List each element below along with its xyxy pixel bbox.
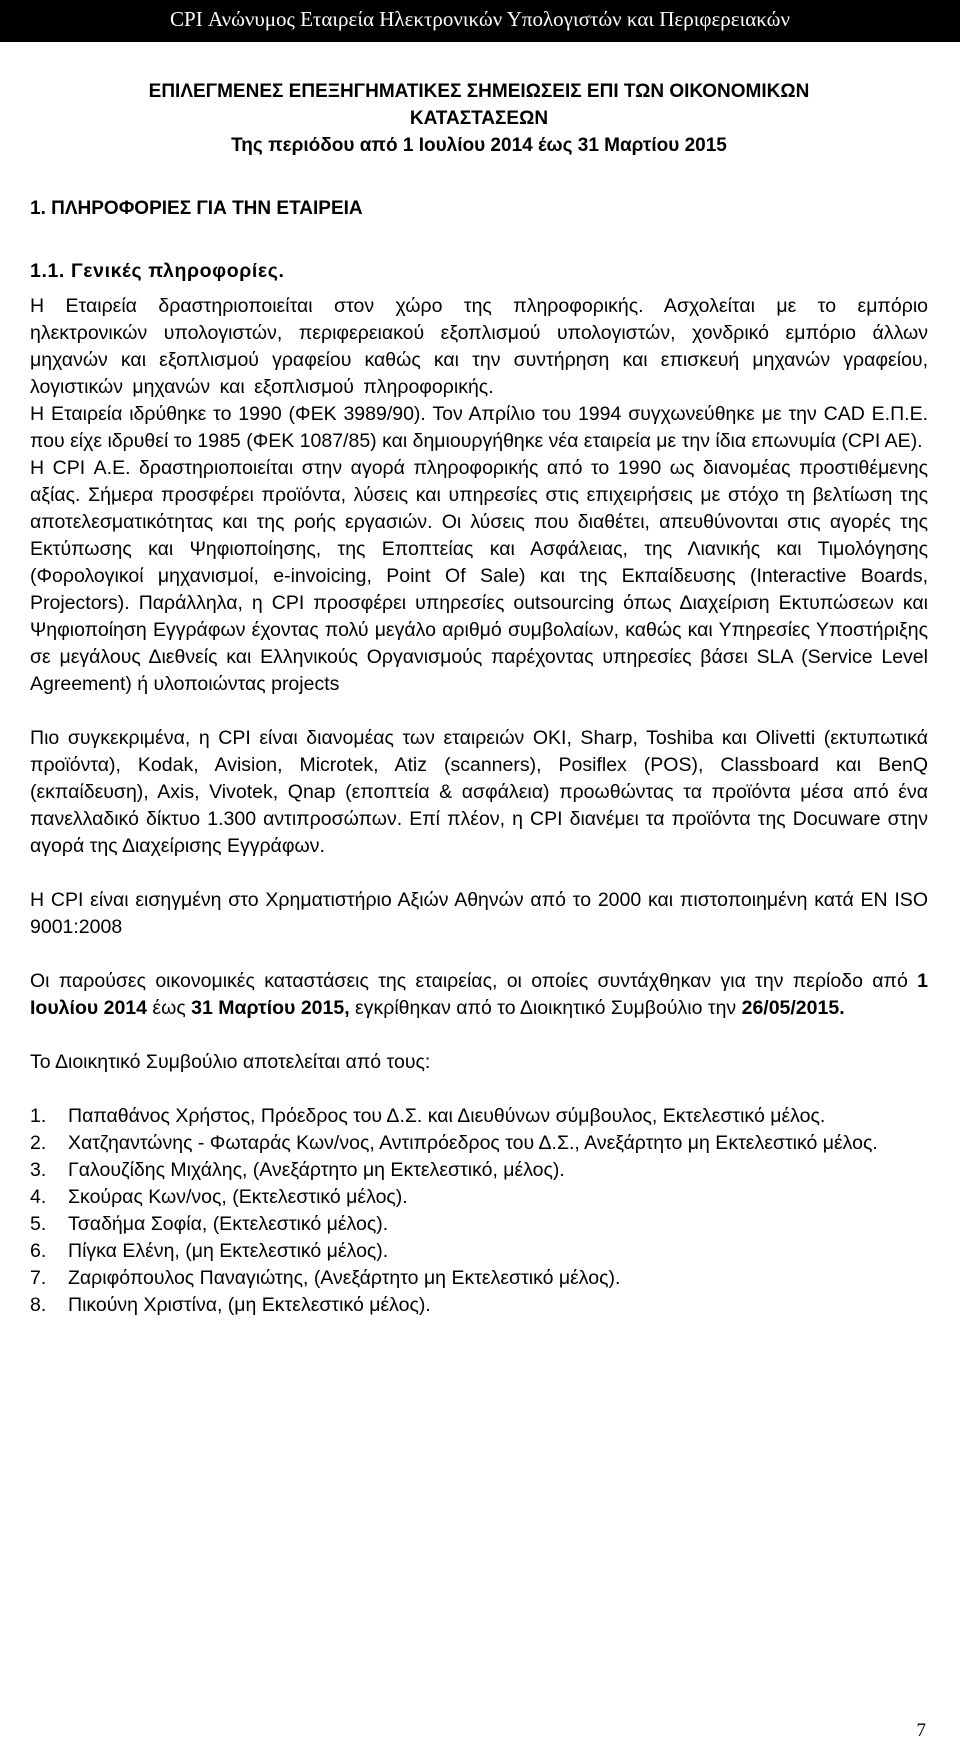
paragraph-history: Η Εταιρεία ιδρύθηκε το 1990 (ΦΕΚ 3989/90). Τον Απρίλιο του 1994 συγχωνεύθηκε με την CAD Ε.Π.Ε. που είχε ιδρυθεί το 1985 (ΦΕΚ 1087/85) και δημιουργήθηκε νέα εταιρεία με την ίδια επωνυμία (CPI AE). xyxy=(30,403,928,452)
title-period: Της περιόδου από 1 Ιουλίου 2014 έως 31 Μαρτίου 2015 xyxy=(231,135,727,156)
board-member xyxy=(30,1292,928,1319)
board-member xyxy=(30,1157,928,1184)
board-member-text: Τσαδήμα Σοφία, (Εκτελεστικό μέλος). xyxy=(68,1213,389,1235)
company-name: CPI Ανώνυμος Εταιρεία Ηλεκτρονικών Υπολογιστών και Περιφερειακών xyxy=(170,7,790,31)
board-member-text: Παπαθάνος Χρήστος, Πρόεδρος του Δ.Σ. και Διευθύνων σύμβουλος, Εκτελεστικό μέλος. xyxy=(68,1105,826,1127)
board-member xyxy=(30,1130,928,1157)
paragraph-board-intro: Το Διοικητικό Συμβούλιο αποτελείται από τους: xyxy=(30,1051,431,1073)
approval-start-date: 1 Ιουλίου 2014 xyxy=(30,970,928,1019)
board-member-text: Σκούρας Κων/νος, (Εκτελεστικό μέλος). xyxy=(68,1186,408,1208)
paragraph-distribution: Πιο συγκεκριμένα, η CPI είναι διανομέας των εταιρειών OKI, Sharp, Toshiba και Olivetti (εκτυπωτικά προϊόντα), Kodak, Avision, Microtek, Atiz (scanners), Posiflex (POS), Classboard και BenQ (εκπαίδευση), Axis, Vivotek, Qnap (εποπτεία & ασφάλεια) προωθώντας τα προϊόντα μέσα από ένα πανελλαδικό δίκτυο 1.300 αντιπροσώπων. Επί πλέον, η CPI διανέμει τα προϊόντα της Docuware στην αγορά της Διαχείρισης Εγγράφων. xyxy=(30,727,928,857)
document-title xyxy=(30,78,928,159)
board-member-text: Γαλουζίδης Μιχάλης, (Ανεξάρτητο μη Εκτελεστικό, μέλος). xyxy=(68,1159,565,1181)
board-list xyxy=(30,1103,928,1319)
title-line-1: ΕΠΙΛΕΓΜΕΝΕΣ ΕΠΕΞΗΓΗΜΑΤΙΚΕΣ ΣΗΜΕΙΩΣΕΙΣ ΕΠΙ ΤΩΝ ΟΙΚΟΝΟΜΙΚΩΝ xyxy=(148,81,810,102)
paragraph-activity: Η Εταιρεία δραστηριοποιείται στον χώρο της πληροφορικής. Ασχολείται με το εμπόριο ηλεκτρονικών υπολογιστών, περιφερειακού εξοπλισμού υπολογιστών, χονδρικό εμπόριο άλλων μηχανών και εξοπλισμού γραφείου καθώς και την συντήρηση και επισκευή μηχανών γραφείου, λογιστικών μηχανών και εξοπλισμού πληροφορικής. xyxy=(30,295,928,398)
board-member xyxy=(30,1184,928,1211)
section-1-1-heading: 1.1. Γενικές πληροφορίες. xyxy=(30,260,285,282)
approval-text-a: Οι παρούσες οικονομικές καταστάσεις της εταιρείας, οι οποίες συντάχθηκαν για την περίοδο από xyxy=(30,970,918,992)
page-number: 7 xyxy=(916,1720,926,1741)
approval-end-date: 31 Μαρτίου 2015, xyxy=(191,997,350,1019)
board-member-text: Πίγκα Ελένη, (μη Εκτελεστικό μέλος). xyxy=(68,1240,389,1262)
board-member-text: Πικούνη Χριστίνα, (μη Εκτελεστικό μέλος). xyxy=(68,1294,431,1316)
section-1-heading: 1. ΠΛΗΡΟΦΟΡΙΕΣ ΓΙΑ ΤΗΝ ΕΤΑΙΡΕΙΑ xyxy=(30,198,363,219)
board-member-number: 8. xyxy=(30,1294,47,1316)
paragraph-listing: Η CPI είναι εισηγμένη στο Χρηματιστήριο Αξιών Αθηνών από το 2000 και πιστοποιημένη κατά EN ISO 9001:2008 xyxy=(30,889,928,938)
board-member-number: 1. xyxy=(30,1105,47,1127)
approval-text-e: εγκρίθηκαν από το Διοικητικό Συμβούλιο την xyxy=(349,997,742,1019)
board-member-number: 6. xyxy=(30,1240,47,1262)
title-line-2: ΚΑΤΑΣΤΑΣΕΩΝ xyxy=(409,108,549,129)
board-member-number: 3. xyxy=(30,1159,47,1181)
document-body xyxy=(30,58,928,1319)
board-member xyxy=(30,1238,928,1265)
board-member-number: 4. xyxy=(30,1186,47,1208)
board-member-number: 7. xyxy=(30,1267,47,1289)
board-member xyxy=(30,1211,928,1238)
board-member xyxy=(30,1103,928,1130)
paragraph-approval xyxy=(30,968,928,1022)
board-member-number: 2. xyxy=(30,1132,47,1154)
board-member-text: Χατζηαντώνης - Φωταράς Κων/νος, Αντιπρόεδρος του Δ.Σ., Ανεξάρτητο μη Εκτελεστικό μέλος. xyxy=(68,1132,878,1154)
approval-date: 26/05/2015. xyxy=(741,997,845,1019)
page-header xyxy=(0,0,960,42)
paragraph-services: Η CPI Α.Ε. δραστηριοποιείται στην αγορά πληροφορικής από το 1990 ως διανομέας προστιθέμενης αξίας. Σήμερα προσφέρει προϊόντα, λύσεις και υπηρεσίες στις επιχειρήσεις με στόχο τη βελτίωση της αποτελεσματικότητας και της ροής εργασιών. Οι λύσεις που διαθέτει, απευθύνονται στις αγορές της Εκτύπωσης και Ψηφιοποίησης, της Εποπτείας και Ασφάλειας, της Λιανικής και Τιμολόγησης (Φορολογικοί μηχανισμοί, e-invoicing, Point Of Sale) και της Εκπαίδευσης (Interactive Boards, Projectors). Παράλληλα, η CPI προσφέρει υπηρεσίες outsourcing όπως Διαχείριση Εκτυπώσεων και Ψηφιοποίηση Εγγράφων έχοντας πολύ μεγάλο αριθμό συμβολαίων, καθώς και Υπηρεσίες Υποστήριξης σε μεγάλους Διεθνείς και Ελληνικούς Οργανισμούς παρέχοντας υπηρεσίες βάσει SLA (Service Level Agreement) ή υλοποιώντας projects xyxy=(30,457,928,695)
approval-text-c: έως xyxy=(147,997,192,1019)
board-member-number: 5. xyxy=(30,1213,47,1235)
board-member-text: Ζαριφόπουλος Παναγιώτης, (Ανεξάρτητο μη Εκτελεστικό μέλος). xyxy=(68,1267,621,1289)
board-member xyxy=(30,1265,928,1292)
